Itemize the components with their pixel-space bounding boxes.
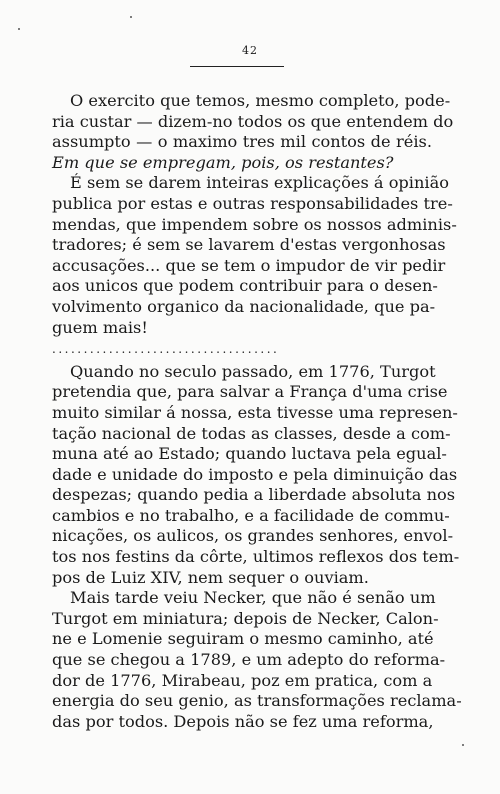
text-line: Quando no seculo passado, em 1776, Turgot (70, 361, 436, 381)
text-line: tradores; é sem se lavarem d'estas vergonhosas (52, 235, 446, 255)
text-line: dor de 1776, Mirabeau, poz em pratica, com a (52, 670, 433, 690)
text-line: que se chegou a 1789, e um adepto do reforma- (52, 650, 446, 670)
paragraph-1 (52, 91, 454, 173)
print-speck (130, 16, 132, 18)
text-line: energia do seu genio, as transformações reclama- (52, 691, 462, 711)
text-line: tação nacional de todas as classes, desde a com- (52, 423, 451, 443)
text-line: muito similar á nossa, esta tivesse uma represen- (52, 402, 458, 422)
text-line: Mais tarde veiu Necker, que não é senão um (70, 588, 436, 608)
text-line: O exercito que temos, mesmo completo, pode- (70, 91, 451, 110)
italic-question: Em que se empregam, pois, os restantes? (52, 152, 394, 172)
text-line: É sem se darem inteiras explicações á opinião (70, 173, 449, 193)
paragraph-4 (52, 588, 462, 732)
text-line: tos nos festins da côrte, ultimos reflexos dos tem- (52, 547, 460, 567)
text-line: volvimento organico da nacionalidade, que pa- (52, 296, 436, 316)
text-line: muna até ao Estado; quando luctava pela egual- (52, 444, 447, 464)
text-line: pretendia que, para salvar a França d'uma crise (52, 382, 448, 402)
text-line: ne e Lomenie seguiram o mesmo caminho, até (52, 629, 434, 649)
text-line: aos unicos que podem contribuir para o desen- (52, 276, 438, 296)
text-line: accusações... que se tem o impudor de vir pedir (52, 255, 446, 275)
text-line: ria custar — dizem-no todos os que entendem do (52, 111, 454, 131)
dotted-separator: .................................... (52, 342, 280, 357)
paragraph-3 (52, 361, 460, 589)
text-line: nicações, os aulicos, os grandes senhores, envol- (52, 526, 454, 546)
page-number: 42 (242, 44, 258, 57)
text-line: das por todos. Depois não se fez uma reforma, (52, 711, 434, 731)
text-line: pos de Luiz XIV, nem sequer o ouviam. (52, 567, 369, 587)
text-line: cambios e no trabalho, e a facilidade de commu- (52, 505, 450, 525)
text-line: publica por estas e outras responsabilidades tre- (52, 193, 453, 213)
text-line: Turgot em miniatura; depois de Necker, Calon- (52, 608, 439, 628)
body-text (52, 91, 462, 732)
text-line: dade e unidade do imposto e pela diminuição das (52, 464, 458, 484)
header-rule (190, 66, 284, 67)
text-line: guem mais! (52, 317, 148, 337)
paragraph-2 (52, 173, 457, 338)
text-line: mendas, que impendem sobre os nossos adminis- (52, 214, 457, 234)
print-speck (462, 744, 464, 746)
print-speck (18, 28, 20, 30)
text-line: despezas; quando pedia a liberdade absoluta nos (52, 485, 456, 505)
text-line: assumpto — o maximo tres mil contos de réis. (52, 132, 432, 152)
